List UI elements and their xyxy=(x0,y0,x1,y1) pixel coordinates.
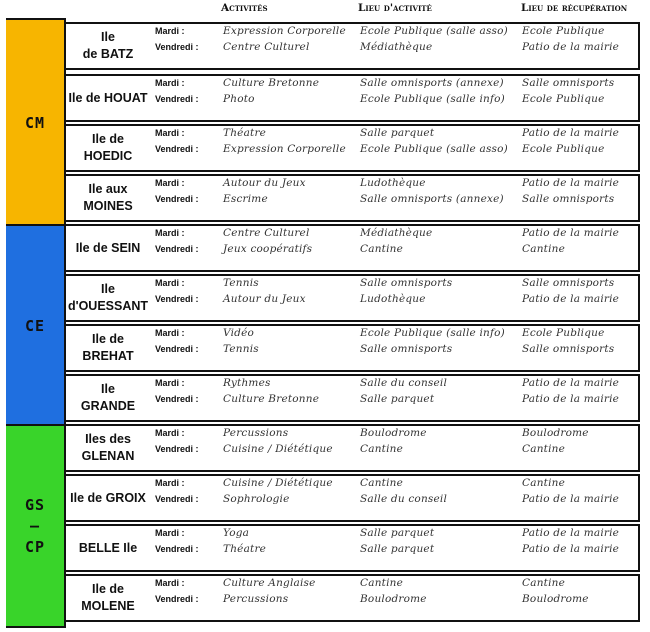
activity-cell: Autour du Jeux xyxy=(223,293,306,305)
vendredi-line xyxy=(66,493,642,509)
pickup-cell: Salle omnisports xyxy=(522,277,615,289)
location-cell: Salle du conseil xyxy=(360,493,448,505)
island-name: Ile d'OUESSANT xyxy=(67,282,149,313)
vendredi-line xyxy=(66,193,642,209)
header-pickup: Lieu de récupération xyxy=(521,2,628,14)
pickup-cell: Ecole Publique xyxy=(522,143,605,155)
pickup-cell: Salle omnisports xyxy=(522,193,615,205)
activity-cell: Centre Culturel xyxy=(223,227,310,239)
mardi-label: Mardi : xyxy=(155,228,185,238)
activity-cell: Théatre xyxy=(223,543,267,555)
mardi-label: Mardi : xyxy=(155,178,185,188)
mardi-line xyxy=(66,277,642,293)
pickup-cell: Boulodrome xyxy=(522,427,589,439)
activity-cell: Rythmes xyxy=(223,377,271,389)
table-row xyxy=(64,324,640,372)
vendredi-label: Vendredi : xyxy=(155,244,199,254)
island-name: Ile de HOUAT xyxy=(68,90,148,105)
location-cell: Cantine xyxy=(360,243,404,255)
mardi-label: Mardi : xyxy=(155,378,185,388)
island-name: Ile de BREHAT xyxy=(82,332,134,363)
activity-cell: Vidéo xyxy=(223,327,255,339)
mardi-label: Mardi : xyxy=(155,478,185,488)
activity-cell: Centre Culturel xyxy=(223,41,310,53)
location-cell: Salle parquet xyxy=(360,127,435,139)
location-cell: Médiathèque xyxy=(360,227,433,239)
vendredi-label: Vendredi : xyxy=(155,94,199,104)
location-cell: Ecole Publique (salle asso) xyxy=(360,143,508,155)
pickup-cell: Patio de la mairie xyxy=(522,41,620,53)
table-row xyxy=(64,22,640,70)
mardi-label: Mardi : xyxy=(155,578,185,588)
pickup-cell: Patio de la mairie xyxy=(522,527,620,539)
pickup-cell: Patio de la mairie xyxy=(522,493,620,505)
pickup-cell: Cantine xyxy=(522,477,566,489)
location-cell: Ecole Publique (salle info) xyxy=(360,327,505,339)
vendredi-label: Vendredi : xyxy=(155,594,199,604)
vendredi-line xyxy=(66,443,642,459)
vendredi-line xyxy=(66,143,642,159)
location-cell: Cantine xyxy=(360,577,404,589)
vendredi-label: Vendredi : xyxy=(155,494,199,504)
mardi-label: Mardi : xyxy=(155,428,185,438)
activity-cell: Culture Bretonne xyxy=(223,393,320,405)
activity-cell: Sophrologie xyxy=(223,493,290,505)
vendredi-line xyxy=(66,593,642,609)
vendredi-line xyxy=(66,393,642,409)
location-cell: Salle parquet xyxy=(360,543,435,555)
location-cell: Ludothèque xyxy=(360,177,426,189)
pickup-cell: Patio de la mairie xyxy=(522,293,620,305)
table-row xyxy=(64,224,640,272)
mardi-label: Mardi : xyxy=(155,78,185,88)
group-label-gs-cp: GS – CP xyxy=(24,495,46,556)
table-row xyxy=(64,174,640,222)
activity-cell: Cuisine / Diététique xyxy=(223,477,333,489)
activity-cell: Jeux coopératifs xyxy=(223,243,313,255)
island-name: Ile de GROIX xyxy=(70,490,146,505)
vendredi-label: Vendredi : xyxy=(155,194,199,204)
group-band-gs-cp xyxy=(6,424,66,628)
pickup-cell: Patio de la mairie xyxy=(522,543,620,555)
pickup-cell: Boulodrome xyxy=(522,593,589,605)
pickup-cell: Ecole Publique xyxy=(522,25,605,37)
pickup-cell: Patio de la mairie xyxy=(522,127,620,139)
table-row xyxy=(64,274,640,322)
vendredi-label: Vendredi : xyxy=(155,544,199,554)
location-cell: Salle omnisports xyxy=(360,277,453,289)
activity-cell: Tennis xyxy=(223,277,259,289)
location-cell: Salle omnisports xyxy=(360,343,453,355)
mardi-line xyxy=(66,227,642,243)
vendredi-label: Vendredi : xyxy=(155,42,199,52)
activity-cell: Yoga xyxy=(223,527,250,539)
activity-cell: Percussions xyxy=(223,593,289,605)
activity-cell: Expression Corporelle xyxy=(223,143,346,155)
mardi-label: Mardi : xyxy=(155,278,185,288)
location-cell: Salle du conseil xyxy=(360,377,448,389)
group-band-cm xyxy=(6,18,66,226)
island-name: Ile de MOLENE xyxy=(81,582,135,613)
location-cell: Ecole Publique (salle asso) xyxy=(360,25,508,37)
mardi-line xyxy=(66,327,642,343)
mardi-label: Mardi : xyxy=(155,328,185,338)
vendredi-line xyxy=(66,293,642,309)
mardi-label: Mardi : xyxy=(155,128,185,138)
group-band-ce xyxy=(6,224,66,426)
island-name: Ile de BATZ xyxy=(82,30,134,61)
table-row xyxy=(64,74,640,122)
table-row xyxy=(64,474,640,522)
location-cell: Boulodrome xyxy=(360,427,427,439)
activity-cell: Percussions xyxy=(223,427,289,439)
header-location: Lieu d'activité xyxy=(358,2,432,14)
mardi-line xyxy=(66,577,642,593)
pickup-cell: Salle omnisports xyxy=(522,343,615,355)
location-cell: Cantine xyxy=(360,443,404,455)
location-cell: Salle parquet xyxy=(360,393,435,405)
table-row xyxy=(64,124,640,172)
vendredi-line xyxy=(66,243,642,259)
pickup-cell: Patio de la mairie xyxy=(522,393,620,405)
group-label-cm: CM xyxy=(24,113,46,132)
table-row xyxy=(64,524,640,572)
mardi-label: Mardi : xyxy=(155,528,185,538)
table-row xyxy=(64,374,640,422)
table-row xyxy=(64,574,640,622)
activity-cell: Autour du Jeux xyxy=(223,177,306,189)
location-cell: Médiathèque xyxy=(360,41,433,53)
header-activities: Activités xyxy=(221,2,268,14)
location-cell: Salle omnisports (annexe) xyxy=(360,77,504,89)
pickup-cell: Cantine xyxy=(522,243,566,255)
vendredi-line xyxy=(66,343,642,359)
mardi-line xyxy=(66,77,642,93)
table-row xyxy=(64,424,640,472)
activity-cell: Photo xyxy=(223,93,255,105)
pickup-cell: Patio de la mairie xyxy=(522,377,620,389)
location-cell: Salle omnisports (annexe) xyxy=(360,193,504,205)
vendredi-label: Vendredi : xyxy=(155,294,199,304)
activity-cell: Culture Anglaise xyxy=(223,577,316,589)
island-name: Ile aux MOINES xyxy=(83,182,133,213)
pickup-cell: Cantine xyxy=(522,577,566,589)
location-cell: Cantine xyxy=(360,477,404,489)
island-name: BELLE Ile xyxy=(78,540,138,555)
mardi-label: Mardi : xyxy=(155,26,185,36)
vendredi-label: Vendredi : xyxy=(155,344,199,354)
vendredi-label: Vendredi : xyxy=(155,444,199,454)
island-name: Ile GRANDE xyxy=(80,382,136,413)
vendredi-line xyxy=(66,93,642,109)
pickup-cell: Patio de la mairie xyxy=(522,227,620,239)
mardi-line xyxy=(66,25,642,41)
mardi-line xyxy=(66,477,642,493)
activity-cell: Culture Bretonne xyxy=(223,77,320,89)
island-name: Iles des GLENAN xyxy=(81,432,135,463)
mardi-line xyxy=(66,527,642,543)
vendredi-label: Vendredi : xyxy=(155,144,199,154)
pickup-cell: Ecole Publique xyxy=(522,327,605,339)
group-label-ce: CE xyxy=(24,316,46,335)
activity-cell: Tennis xyxy=(223,343,259,355)
activity-cell: Escrime xyxy=(223,193,268,205)
activity-cell: Cuisine / Diététique xyxy=(223,443,333,455)
vendredi-line xyxy=(66,41,642,57)
pickup-cell: Cantine xyxy=(522,443,566,455)
pickup-cell: Salle omnisports xyxy=(522,77,615,89)
mardi-line xyxy=(66,427,642,443)
location-cell: Ludothèque xyxy=(360,293,426,305)
pickup-cell: Patio de la mairie xyxy=(522,177,620,189)
location-cell: Boulodrome xyxy=(360,593,427,605)
activity-cell: Expression Corporelle xyxy=(223,25,346,37)
mardi-line xyxy=(66,127,642,143)
pickup-cell: Ecole Publique xyxy=(522,93,605,105)
vendredi-line xyxy=(66,543,642,559)
mardi-line xyxy=(66,377,642,393)
activity-cell: Théatre xyxy=(223,127,267,139)
location-cell: Ecole Publique (salle info) xyxy=(360,93,505,105)
island-name: Ile de SEIN xyxy=(75,240,141,255)
mardi-line xyxy=(66,177,642,193)
location-cell: Salle parquet xyxy=(360,527,435,539)
vendredi-label: Vendredi : xyxy=(155,394,199,404)
island-name: Ile de HOEDIC xyxy=(83,132,133,163)
